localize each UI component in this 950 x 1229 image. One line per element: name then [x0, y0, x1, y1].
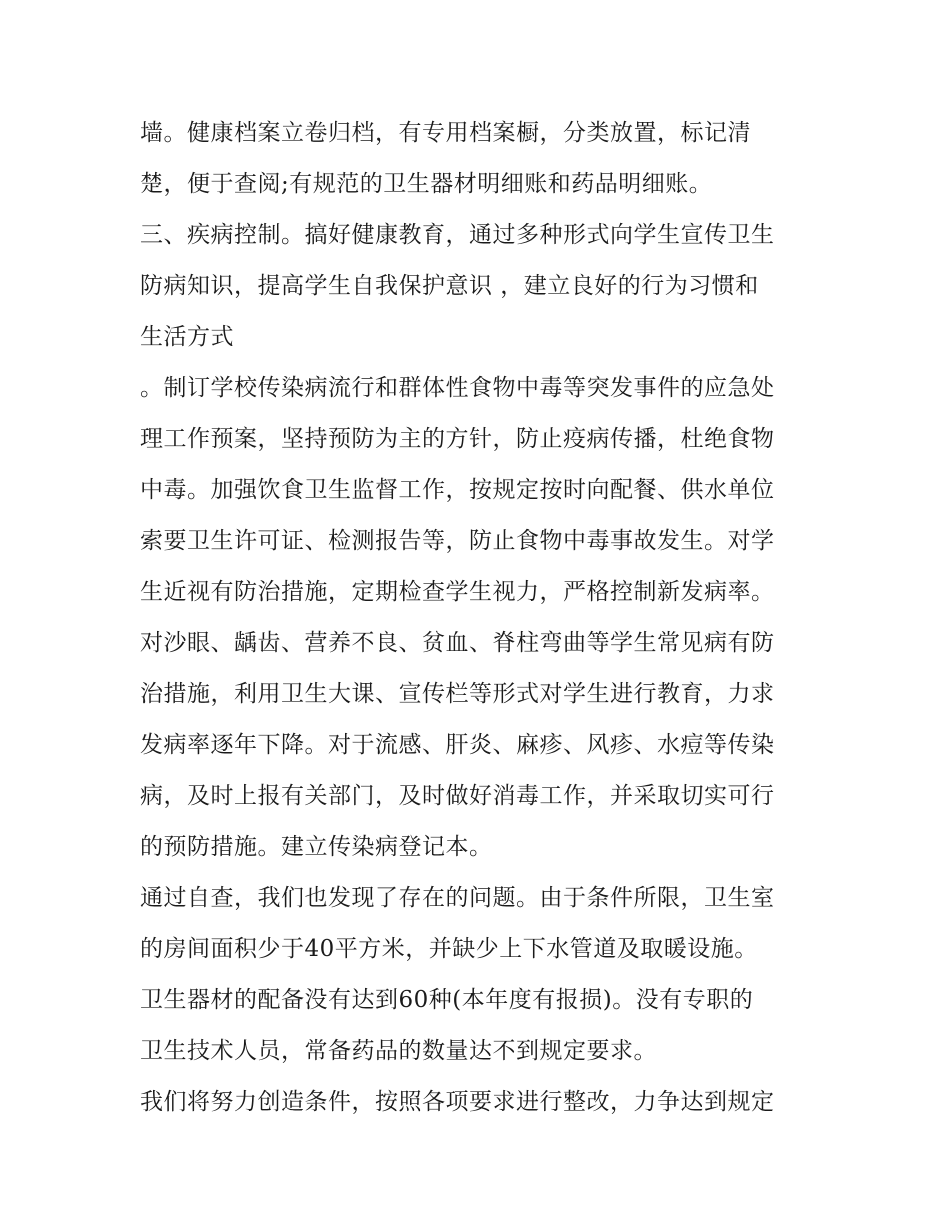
text-line: 发病率逐年下降。对于流感、肝炎、麻疹、风疹、水痘等传染: [140, 732, 775, 758]
text-line: 通过自查，我们也发现了存在的问题。由于条件所限，卫生室: [140, 885, 775, 911]
text-line: 的预防措施。建立传染病登记本。: [140, 834, 493, 860]
text-line: 生近视有防治措施，定期检查学生视力，严格控制新发病率。: [140, 579, 775, 605]
text-line: 楚，便于查阅;有规范的卫生器材明细账和药品明细账。: [140, 171, 713, 197]
text-line: 索要卫生许可证、检测报告等，防止食物中毒事故发生。对学: [140, 528, 775, 554]
text-line: 防病知识，提高学生自我保护意识 ，建立良好的行为习惯和: [140, 273, 759, 299]
text-line: 三、疾病控制。搞好健康教育，通过多种形式向学生宣传卫生: [140, 222, 775, 248]
text-line: 墙。健康档案立卷归档，有专用档案橱，分类放置，标记清: [140, 120, 751, 146]
text-line: 治措施，利用卫生大课、宣传栏等形式对学生进行教育，力求: [140, 681, 775, 707]
text-line: 的房间面积少于40平方米，并缺少上下水管道及取暖设施。: [140, 936, 758, 962]
text-line: 卫生技术人员，常备药品的数量达不到规定要求。: [140, 1038, 657, 1064]
text-line: 中毒。加强饮食卫生监督工作，按规定按时向配餐、供水单位: [140, 477, 775, 503]
text-line: 理工作预案，坚持预防为主的方针，防止疫病传播，杜绝食物: [140, 426, 775, 452]
text-line: 我们将努力创造条件，按照各项要求进行整改，力争达到规定: [140, 1089, 775, 1115]
text-line: 对沙眼、龋齿、营养不良、贫血、脊柱弯曲等学生常见病有防: [140, 630, 775, 656]
text-line: 生活方式: [140, 324, 234, 350]
text-line: 卫生器材的配备没有达到60种(本年度有报损)。没有专职的: [140, 987, 754, 1013]
text-line: 。制订学校传染病流行和群体性食物中毒等突发事件的应急处: [140, 375, 775, 401]
text-line: 病，及时上报有关部门，及时做好消毒工作，并采取切实可行: [140, 783, 775, 809]
document-body: [140, 108, 830, 1128]
